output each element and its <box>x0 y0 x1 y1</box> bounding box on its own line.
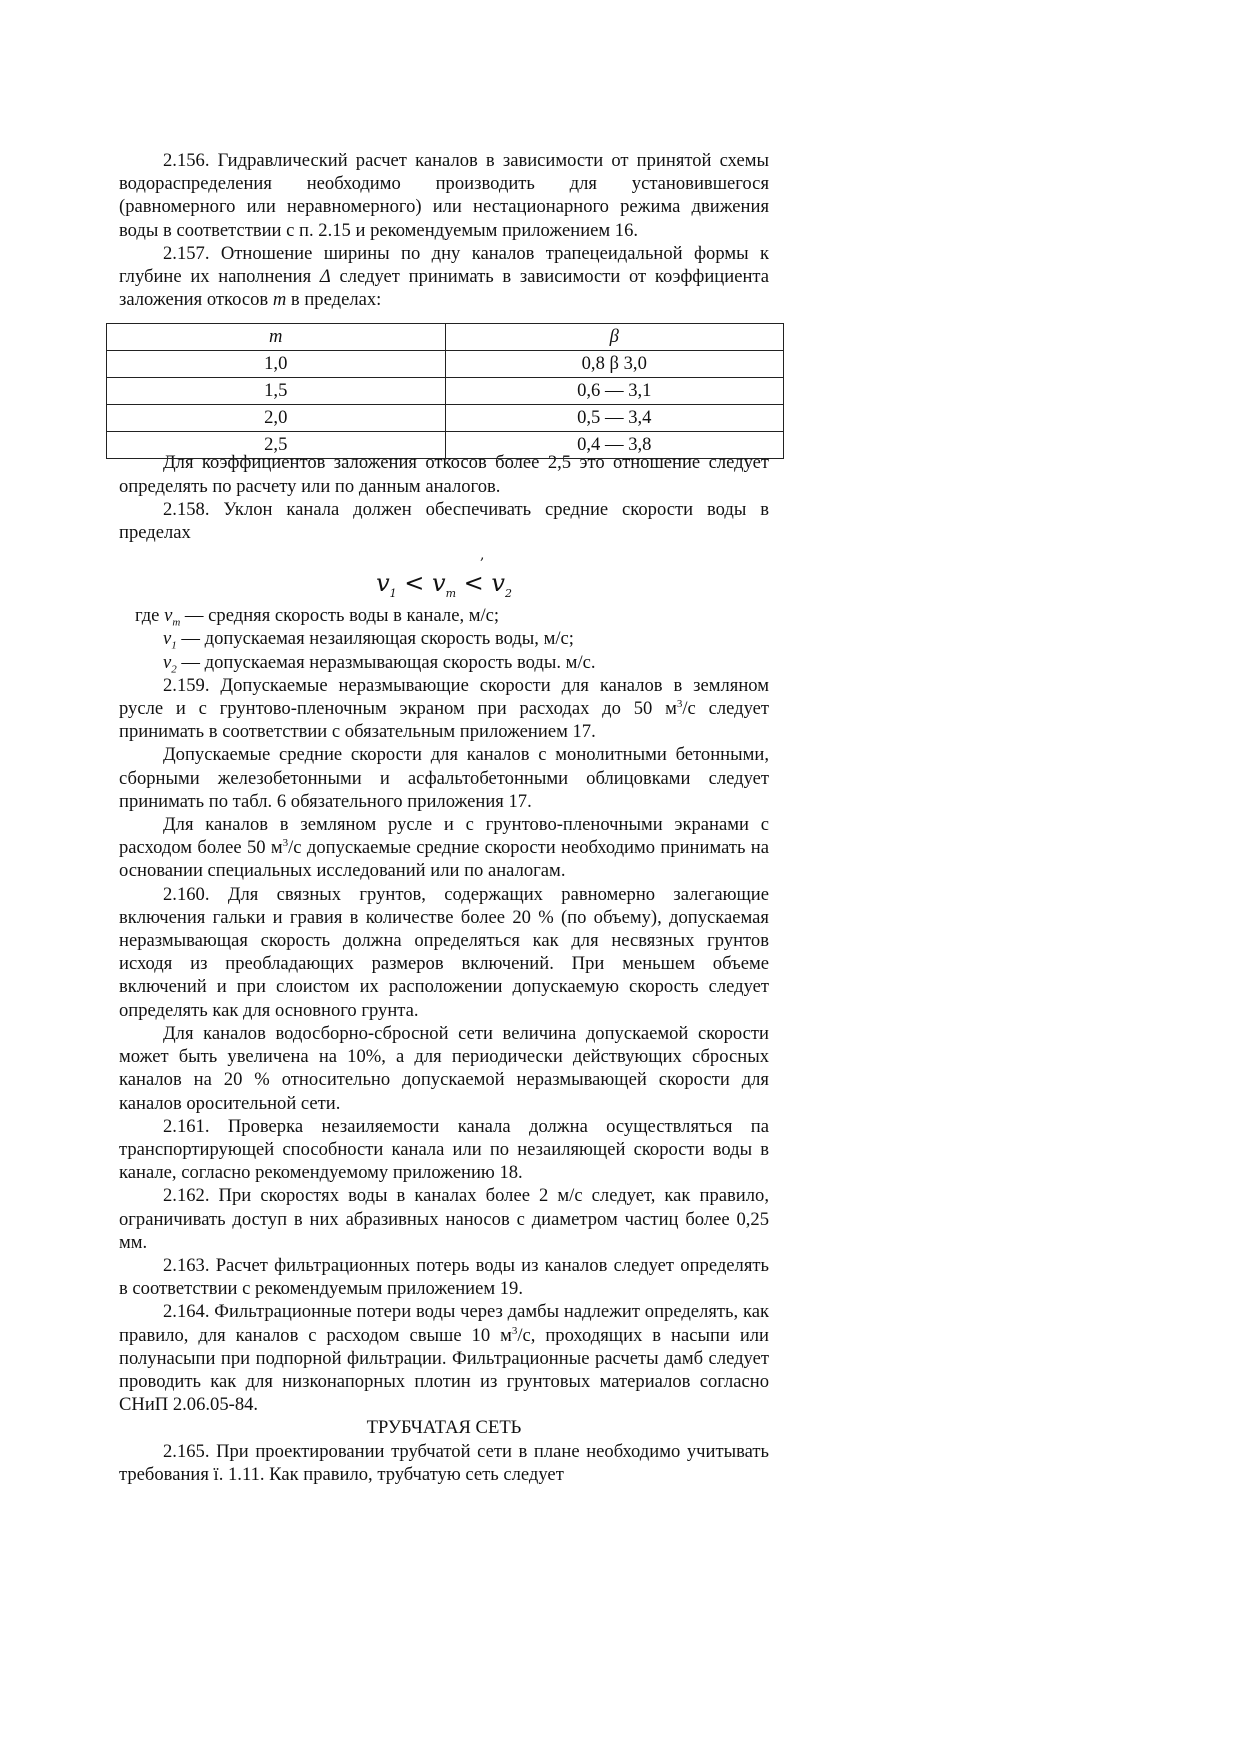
paragraph-2-160: 2.160. Для связных грунтов, содержащих равномерно залегающие включения гальки и гравия в количестве более 20 % (по объему), допускаемая неразмывающая скорость должна определяться как для несвязных грунтов исходя из преобладающих размеров включений. При меньшем объеме включений и при слоистом их расположении допускаемую скорость следует определять как для основного грунта. <box>119 883 769 1021</box>
velocity-formula: , $v_1 < v_m < v_2$ <box>376 547 512 601</box>
table-row: 1,0 0,8 β 3,0 <box>107 351 784 378</box>
document-page <box>119 149 769 1486</box>
paragraph-drainage: Для каналов водосборно-сбросной сети величина допускаемой скорости может быть увеличена на 10%, а для периодически действующих сбросных каналов на 20 % относительно допускаемой неразмывающей скорости для каналов оросительной сети. <box>119 1022 769 1114</box>
header-beta: β <box>445 324 784 351</box>
paragraph-2-161: 2.161. Проверка незаиляемости канала должна осуществляться па транспортирующей способности канала или по незаиляющей скорости воды в канале, согласно рекомендуемому приложению 18. <box>119 1115 769 1184</box>
header-m: m <box>107 324 446 351</box>
paragraph-earth-channels: Для каналов в земляном русле и с грунтово-пленочными экранами с расходом более 50 $м^3/с$ допускаемые средние скорости необходимо принимать на основании специальных исследований или по аналогам. <box>119 814 769 882</box>
paragraph-2-162: 2.162. При скоростях воды в каналах более 2 м/с следует, как правило, ограничивать доступ в них абразивных наносов с диаметром частиц более 0,25 мм. <box>119 1185 769 1253</box>
paragraph-2-164: 2.164. Фильтрационные потери воды через дамбы надлежит определять, как правило, для каналов с расходом свыше 10 $м^3/с$, проходящих в насыпи или полунасыпи при подпорной фильтрации. Фильтрационные расчеты дамб следует проводить как для низконапорных плотин из грунтовых материалов согласно СНиП 2.06.05-84. <box>119 1301 769 1416</box>
delta-symbol: Δ <box>319 266 331 288</box>
where-vm: где $v_m$ — средняя скорость воды в канале, м/с; <box>135 605 500 629</box>
table-spacer <box>119 311 769 456</box>
paragraph-2-165: 2.165. При проектировании трубчатой сети в плане необходимо учитывать требования ï. 1.11. Как правило, трубчатую сеть следует <box>119 1440 769 1485</box>
table-header-row <box>107 324 784 351</box>
paragraph-2-163: 2.163. Расчет фильтрационных потерь воды из каналов следует определять в соответствии с рекомендуемым приложением 19. <box>119 1254 769 1300</box>
table-row: 1,5 0,6 — 3,1 <box>107 378 784 405</box>
paragraph-2-156: 2.156. Гидравлический расчет каналов в зависимости от принятой схемы водораспределения необходимо производить для установившегося (равномерного или неравномерного) или нестационарного режима движения воды в соответствии с п. 2.15 и рекомендуемым приложением 16. <box>119 150 769 241</box>
paragraph-after-table: Для коэффициентов заложения откосов более 2,5 это отношение следует определять по расчету или по данным аналогов. <box>119 452 769 497</box>
where-v2: $v_2$ — допускаемая неразмывающая скорость воды. м/с. <box>163 651 596 676</box>
ratio-table <box>106 323 784 459</box>
paragraph-2-157: 2.157. Отношение ширины по дну каналов трапецеидальной формы к глубине их наполнения Δ следует принимать в зависимости от коэффициента заложения откосов m в пределах: <box>119 242 769 311</box>
where-v1: $v_1$ — допускаемая незаиляющая скорость воды, м/с; <box>163 628 574 653</box>
table-row: 2,0 0,5 — 3,4 <box>107 405 784 432</box>
table-row: 2,5 0,4 — 3,8 <box>107 432 784 459</box>
paragraph-2-159: 2.159. Допускаемые неразмывающие скорости для каналов в земляном русле и с грунтово-пленочным экраном при расходах до 50 $м^3/с$ следует принимать в соответствии с обязательным приложением 17. <box>119 674 770 743</box>
section-title: ТРУБЧАТАЯ СЕТЬ <box>366 1417 522 1439</box>
paragraph-concrete-linings: Допускаемые средние скорости для каналов с монолитными бетонными, сборными железобетонными и асфальтобетонными облицовками следует принимать по табл. 6 обязательного приложения 17. <box>119 744 769 812</box>
paragraph-2-158: 2.158. Уклон канала должен обеспечивать средние скорости воды в пределах <box>119 498 769 544</box>
